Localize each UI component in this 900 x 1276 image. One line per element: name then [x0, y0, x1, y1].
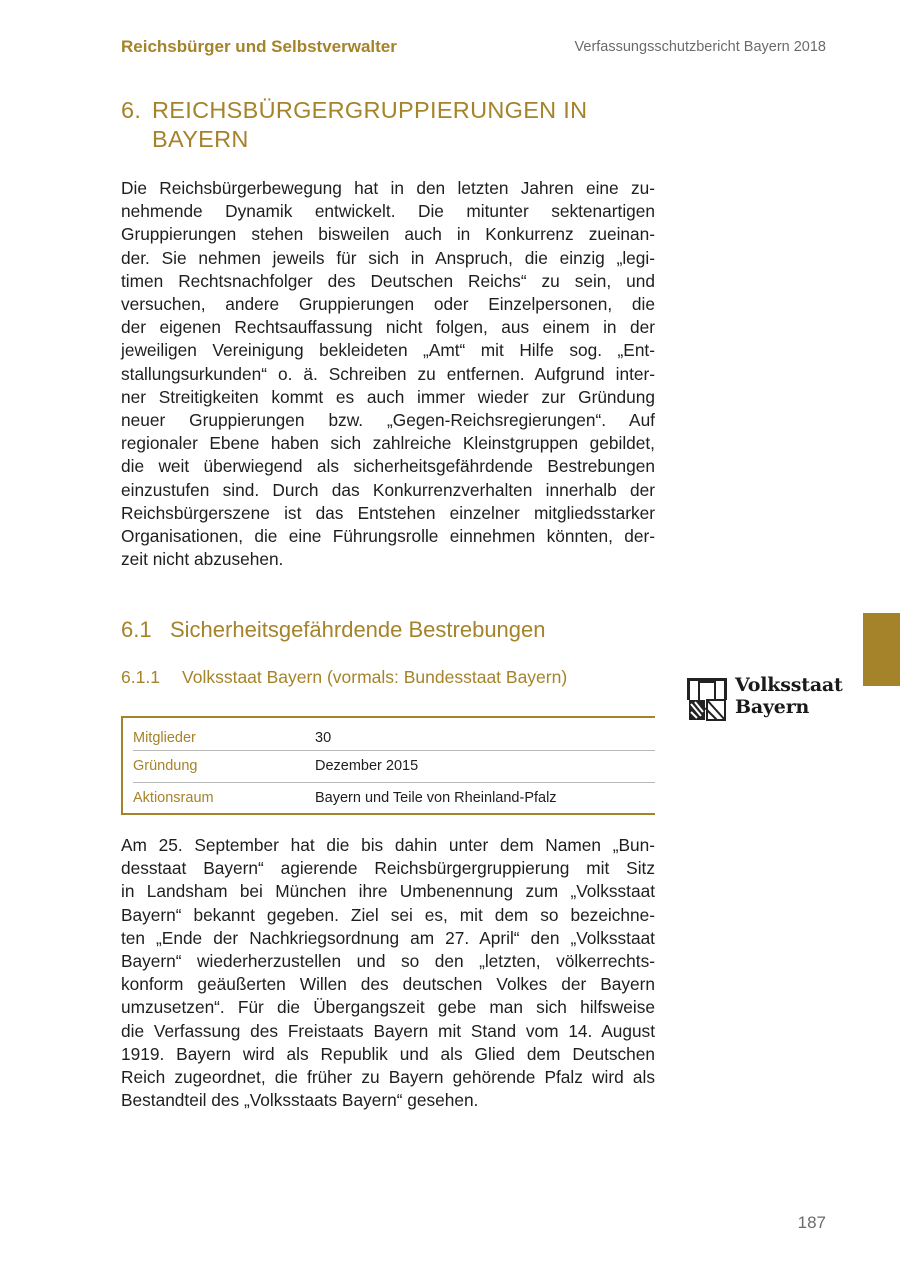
text-line: konform geäußerten Willen des deutschen Volkes der Bayern — [121, 974, 655, 995]
volksstaat-bayern-logo — [685, 668, 843, 724]
fact-divider — [133, 750, 655, 751]
fact-row-founding — [133, 754, 655, 778]
logo-text — [735, 674, 843, 718]
section-title — [152, 96, 641, 154]
text-line: timen Rechtsnachfolger des Deutschen Reichs“ zu sein, und — [121, 270, 655, 291]
logo-line-2: Bayern — [735, 696, 810, 718]
section-title-line-2: BAYERN — [152, 126, 249, 152]
body-paragraph — [121, 834, 655, 1112]
text-line: Bestandteil des „Volksstaats Bayern“ gesehen. — [121, 1090, 479, 1111]
publication-title: Verfassungsschutzbericht Bayern 2018 — [574, 39, 826, 55]
text-line: in Landsham bei München ihre Umbenennung zum „Volksstaat — [121, 881, 655, 902]
subsection-title: Sicherheitsgefährdende Bestrebungen — [170, 617, 546, 642]
coat-of-arms-icon — [685, 670, 729, 722]
text-line: einzustufen sind. Durch das Konkurrenzverhalten innerhalb der — [121, 479, 655, 500]
section-heading — [121, 96, 641, 154]
text-line: der eigenen Rechtsauffassung nicht folgen, aus einem in der — [121, 317, 655, 338]
text-line: Organisationen, die eine Führungsrolle einnehmen könnten, der- — [121, 526, 655, 547]
text-line: jeweiligen Vereinigung bekleideten „Amt“ mit Hilfe sog. „Ent- — [121, 340, 655, 361]
text-line: die Verfassung des Freistaats Bayern mit Stand vom 14. August — [121, 1020, 655, 1041]
logo-line-1: Volksstaat — [735, 674, 843, 696]
text-line: ner Streitigkeiten kommt es auch immer wieder zur Gründung — [121, 386, 655, 407]
text-line: Reichsbürgerszene ist das Entstehen einzelner mitgliedsstarker — [121, 502, 655, 523]
text-line: Am 25. September hat die bis dahin unter dem Namen „Bun- — [121, 835, 655, 855]
fact-divider — [133, 782, 655, 783]
section-title-line-1: REICHSBÜRGERGRUPPIERUNGEN IN — [152, 97, 588, 123]
text-line: Reich zugeordnet, die früher zu Bayern gehörende Pfalz wird als — [121, 1067, 655, 1088]
subsection-heading — [121, 617, 546, 643]
text-line: der. Sie nehmen jeweils für sich in Anspruch, die einzig „legi- — [121, 247, 655, 268]
text-line: neuer Gruppierungen bzw. „Gegen-Reichsregierungen“. Auf — [121, 410, 655, 431]
text-line: ten „Ende der Nachkriegsordnung am 27. April“ den „Volksstaat — [121, 927, 655, 948]
text-line: Bayern“ bekannt gegeben. Ziel sei es, mit dem so bezeichne- — [121, 904, 655, 925]
page-number: 187 — [797, 1213, 826, 1232]
fact-value: 30 — [315, 730, 332, 746]
running-title: Reichsbürger und Selbstverwalter — [121, 37, 397, 56]
text-line: versuchen, andere Gruppierungen oder Einzelpersonen, die — [121, 294, 655, 315]
text-line: desstaat Bayern“ agierende Reichsbürgergruppierung mit Sitz — [121, 858, 655, 879]
fact-value: Bayern und Teile von Rheinland-Pfalz — [315, 790, 557, 806]
text-line: Gruppierungen stehen bisweilen auch in Konkurrenz zueinan- — [121, 224, 655, 245]
facts-box — [121, 716, 655, 815]
fact-label: Aktionsraum — [133, 790, 214, 806]
fact-row-members — [133, 726, 655, 750]
text-line: nehmende Dynamik entwickelt. Die mitunter sektenartigen — [121, 201, 655, 222]
subsubsection-heading — [121, 667, 567, 688]
subsubsection-number: 6.1.1 — [121, 667, 160, 687]
subsubsection-title: Volksstaat Bayern (vormals: Bundesstaat Bayern) — [182, 667, 568, 687]
fact-label: Mitglieder — [133, 730, 196, 746]
text-line: regionaler Ebene haben sich zahlreiche Kleinstgruppen gebildet, — [121, 433, 655, 454]
text-line: 1919. Bayern wird als Republik und als Glied dem Deutschen — [121, 1043, 655, 1064]
chapter-tab — [863, 613, 900, 686]
intro-paragraph — [121, 177, 655, 571]
fact-row-area — [133, 786, 655, 810]
section-number: 6. — [121, 97, 142, 123]
subsection-number: 6.1 — [121, 617, 152, 642]
text-line: stallungsurkunden“ o. ä. Schreiben zu entfernen. Aufgrund inter- — [121, 363, 655, 384]
text-line: Die Reichsbürgerbewegung hat in den letzten Jahren eine zu- — [121, 178, 655, 198]
text-line: Bayern“ wiederherzustellen und so den „letzten, völkerrechts- — [121, 951, 655, 972]
fact-label: Gründung — [133, 758, 198, 774]
text-line: die weit überwiegend als sicherheitsgefährdende Bestrebungen — [121, 456, 655, 477]
text-line: umzusetzen“. Für die Übergangszeit gebe man sich hilfsweise — [121, 997, 655, 1018]
text-line: zeit nicht abzusehen. — [121, 549, 284, 570]
fact-value: Dezember 2015 — [315, 758, 419, 774]
